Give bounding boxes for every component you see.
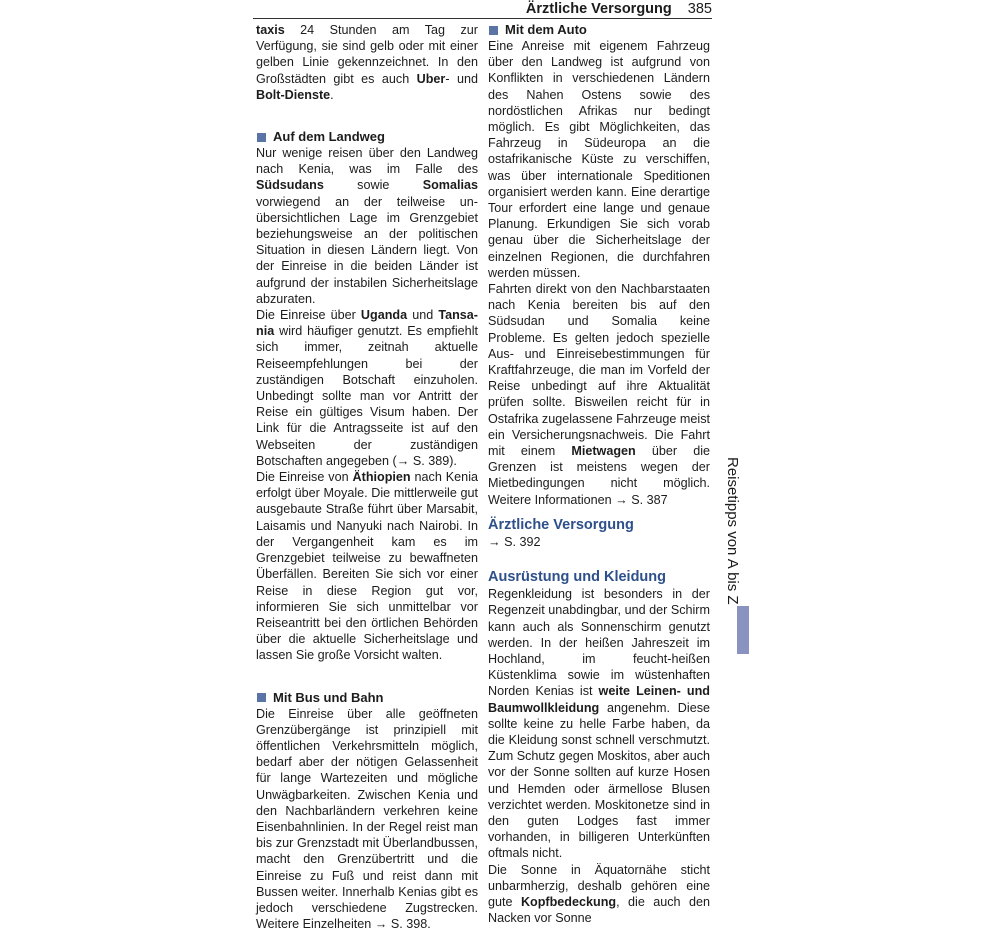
side-tab-marker: [737, 606, 749, 654]
text-run: - und: [445, 71, 478, 86]
section-heading-ausruestung: Ausrüstung und Kleidung: [488, 569, 667, 586]
text-run: Nur wenige reisen über den Landweg nach Kenia, was im Falle des: [256, 146, 478, 177]
page-number: 385: [687, 1, 712, 17]
bold-term: Bolt-Dienste: [256, 87, 331, 102]
square-bullet-icon: [489, 26, 498, 35]
text-run: Fahrten direkt von den Nachbarstaaten nach Kenia bereiten bis auf den Südsudan und Somalia keine Probleme. Es gelten jedoch spezielle Aus- und Einreisebestimmungen für Kraftfahrzeuge, die man im Vorfeld der Reise unbedingt auf ihre Aktualität prüfen sollte. Bisweilen reicht für in Ostafrika zugelassene Fahrzeuge meist ein Versicherungsnachweis. Die Fahrt mit einem: [488, 282, 710, 459]
text-run: , die auch den Nacken vor Sonne: [488, 894, 710, 926]
bold-term: Äthiopien: [352, 470, 411, 485]
side-tab-label: Reisetipps von A bis Z: [724, 457, 741, 605]
text-run: nach Kenia erfolgt über Moyale. Die mittlerweile gut ausgebaute Straße führt über Marsabit, Laisamis und Nanyuki nach Nairobi. In der Vergangenheit kam es im Grenzgebiet teilweise zu bewaffneten Überfällen. Bereiten Sie sich vor einer Reise in diese Region gut vor, informieren Sie sich unmittelbar vor Reiseantritt bei den örtlichen Behörden über die aktuelle Sicherheitslage und lassen Sie große Vorsicht walten.: [256, 470, 478, 663]
bold-term: Mietwagen: [571, 444, 636, 459]
paragraph: Die Einreise über alle geöffneten Grenzübergänge ist prinzipiell mit öffentlichen Verkehrsmitteln möglich, bedarf aber der nötigen Gelassenheit für lange Wartezeiten und mögliche Unwägbarkeiten. Zwischen Kenia und den Nachbarländern verkehren keine Eisenbahnlinien. In der Regel reist man bis zur Grenzstadt mit Überlandbussen, macht den Grenzübertritt und die Einreise zu Fuß und reist dann mit Bussen weiter. Innerhalb Kenias gibt es jedoch verschiedene Zugstrecken. Weitere Einzelheiten → S. 398.: [256, 706, 478, 932]
intro-paragraph: [256, 22, 478, 103]
paragraph: [256, 469, 478, 663]
heading-text: Mit dem Auto: [505, 22, 587, 37]
text-run: vorwiegend an der teilweise unübersichtlichen Lage im Grenzgebiet beziehungsweise an der politischen Situation in diesen Ländern liegt. Von der Einreise in die beiden Länder ist aufgrund der instabilen Sicherheitslage abzuraten.: [256, 194, 478, 306]
text-run: Regenkleidung ist besonders in der Regenzeit unabdingbar, und der Schirm kann auch als Sonnenschirm genutzt werden. In der heißen Jahreszeit im Hochland, im feucht-heißen Küstenklima sowie im wüstenhaften Norden Kenias ist: [488, 587, 710, 699]
bold-term: Uganda: [360, 308, 408, 323]
cross-reference-link: → S. 392: [488, 534, 541, 549]
text-run: sowie: [323, 178, 423, 193]
spacer: [256, 103, 478, 117]
square-bullet-icon: [257, 693, 266, 702]
section-heading-landweg: [256, 129, 478, 145]
bold-term: Tansania: [256, 308, 478, 339]
running-head-title: Ärztliche Versorgung: [525, 1, 672, 17]
bold-term: Südsudans: [256, 178, 324, 193]
bold-term: Somalias: [422, 178, 478, 193]
text-run: und: [407, 308, 439, 323]
paragraph: [488, 586, 710, 861]
bold-term: Kopfbedeckung: [520, 894, 617, 909]
left-column: [256, 22, 478, 932]
paragraph: [256, 145, 478, 307]
text-run: Die Sonne in Äquatornähe sticht unbarmherzig, deshalb gehören eine gute: [488, 862, 710, 909]
text-run: 24 Stunden am Tag zur Verfügung, sie sind gelb oder mit einer gelben Linie gekennzeichnet. In den Großstädten gibt es auch: [256, 23, 478, 86]
paragraph: Eine Anreise mit eigenem Fahrzeug über den Landweg ist aufgrund von Konflikten in verschiedenen Ländern des Nahen Ostens sowie des nordöstlichen Afrikas nur bedingt möglich. Es gibt Möglichkeiten, das Fahrzeug in Südeuropa an die ostafrikanische Küste zu verschiffen, was über internationale Speditionen organisiert werden kann. Eine derartige Tour erfordert eine lange und genaue Planung. Erkundigen Sie sich vorab genau über die Sicherheitslage der einzelnen Regionen, die durchfahren werden müssen.: [488, 39, 710, 280]
bold-term: taxis: [256, 23, 285, 37]
header-rule: [253, 18, 712, 19]
text-run: angenehm. Diese sollte keine zu helle Farbe haben, da die Kleidung sonst schnell verschmutzt. Zum Schutz gegen Moskitos, aber auch vor der Sonne sollten auf kurze Hosen und Hemden oder ärmellose Blusen verzichtet werden. Moskitonetze sind in den guten Lodges fast immer vorhanden, in billigeren Unterkünften oftmals nicht.: [488, 700, 710, 861]
text-run: über die Grenzen ist meistens wegen der Mietbedingungen nicht möglich. Weitere Informationen → S. 387: [488, 444, 710, 507]
text-run: .: [330, 87, 334, 102]
bold-term: weite Leinen- und Baumwollkleidung: [488, 684, 710, 715]
section-heading-aerztliche: Ärztliche Versorgung: [488, 516, 634, 533]
right-column: [488, 22, 710, 926]
section-heading-bus-bahn: [256, 690, 478, 706]
spacer: [488, 550, 710, 560]
paragraph: [256, 307, 478, 469]
text-run: Die Einreise von: [256, 470, 353, 485]
spacer: [256, 664, 478, 678]
section-heading-auto: [488, 22, 710, 38]
text-run: wird häufiger genutzt. Es empfiehlt sich immer, zeitnah aktuelle Reiseempfehlungen bei der zuständigen Botschaft einzuholen. Unbedingt sollte man vor Antritt der Reise ein gültiges Visum haben. Der Link für die Antragsseite ist auf den Webseiten der zuständigen Botschaften angegeben (→ S. 389).: [256, 324, 478, 468]
paragraph: [488, 862, 710, 927]
bold-term: Uber: [416, 71, 446, 86]
paragraph: [488, 281, 710, 508]
heading-text: Mit Bus und Bahn: [273, 689, 384, 705]
running-head: [526, 0, 712, 18]
heading-text: Auf dem Landweg: [273, 129, 385, 145]
text-run: Die Einreise über: [256, 308, 361, 323]
square-bullet-icon: [257, 133, 266, 142]
